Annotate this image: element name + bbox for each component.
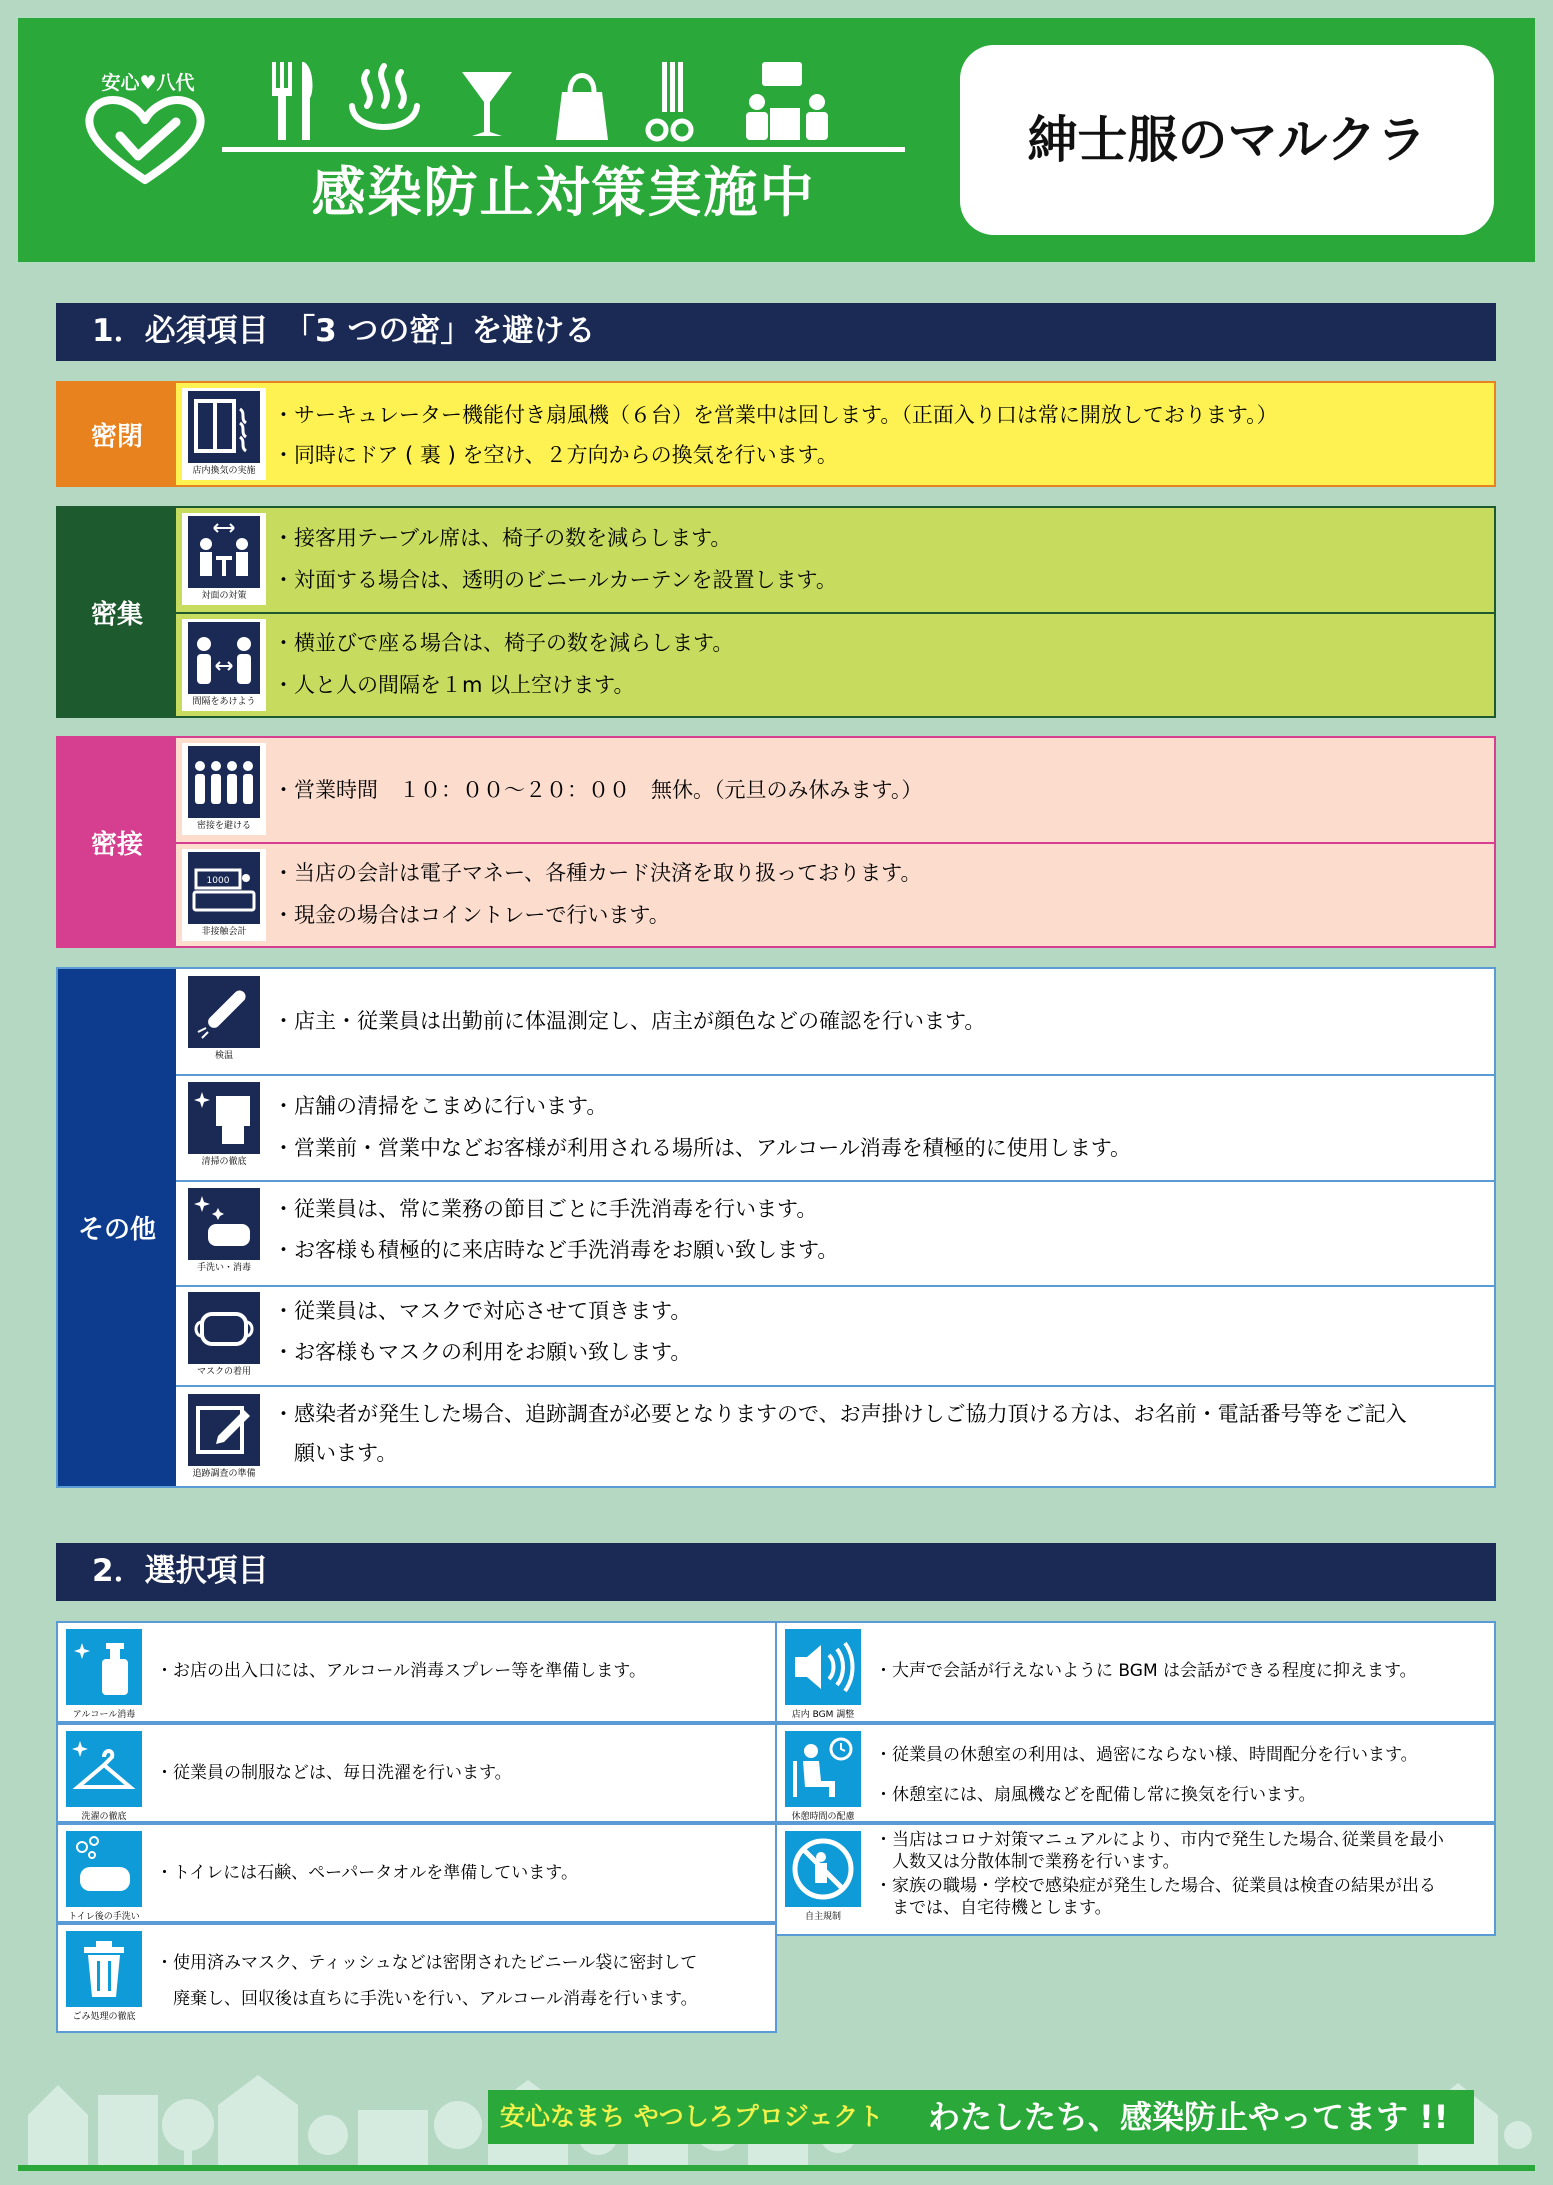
s2-item	[775, 1621, 1496, 1723]
item-line: ・お客様も積極的に来店時など手洗消毒をお願い致します。	[273, 1238, 839, 1262]
group-label: 密集	[58, 508, 176, 716]
hand-wash-icon	[66, 1831, 142, 1907]
row-divider	[176, 1180, 1494, 1182]
item-line: までは、自宅待機とします。	[875, 1898, 1112, 1918]
s2-item	[775, 1823, 1496, 1936]
logo-text: 安心♥八代	[101, 72, 195, 94]
icon-caption: 対面の対策	[201, 591, 247, 601]
item-line: ・接客用テーブル席は、椅子の数を減らします。	[273, 526, 732, 550]
window-ventilation-icon	[188, 391, 260, 463]
icon-caption: ごみ処理の徹底	[72, 2012, 136, 2022]
group-label: 密閉	[58, 383, 176, 485]
social-distance-icon	[188, 622, 260, 694]
item-line: ・同時にドア ( 裏 ) を空け、２方向からの換気を行います。	[273, 443, 838, 467]
icon-caption: 間隔をあけよう	[192, 697, 256, 707]
break-time-icon	[785, 1731, 861, 1807]
icon-box	[182, 973, 266, 1065]
heart-check-logo-icon	[80, 92, 210, 187]
icon-caption: マスクの着用	[196, 1367, 251, 1377]
speaker-volume-icon	[785, 1629, 861, 1705]
icon-caption: 非接触会計	[201, 927, 247, 937]
group-missetsu	[56, 736, 1496, 948]
item-line: ・横並びで座る場合は、椅子の数を減らします。	[273, 631, 734, 655]
item-line: ・人と人の間隔を１m 以上空けます。	[273, 673, 635, 697]
icon-caption: トイレ後の手洗い	[68, 1912, 140, 1922]
scissors-comb-icon	[648, 62, 691, 139]
hand-sanitize-icon	[188, 1188, 260, 1260]
queue-spacing-icon	[188, 746, 260, 818]
icon-caption: 洗濯の徹底	[81, 1812, 127, 1822]
group-label: その他	[58, 969, 176, 1486]
item-line: 人数又は分散体制で業務を行います。	[875, 1852, 1180, 1872]
footer-project: 安心なまち やつしろプロジェクト	[500, 2102, 884, 2131]
icon-caption: 店内換気の実施	[192, 466, 256, 476]
face-to-face-table-icon	[188, 516, 260, 588]
row-divider	[176, 1074, 1494, 1076]
edit-form-icon	[188, 1394, 260, 1466]
header-divider	[222, 147, 905, 152]
row-divider	[176, 1285, 1494, 1287]
item-line: ・従業員の休憩室の利用は、過密にならない様、時間配分を行います。	[875, 1745, 1418, 1765]
group-other	[56, 967, 1496, 1488]
item-line: ・休憩室には、扇風機などを配備し常に換気を行います。	[875, 1785, 1316, 1805]
item-line: ・店舗の清掃をこまめに行います。	[273, 1094, 608, 1118]
icon-caption: 検温	[214, 1051, 233, 1061]
item-line: ・従業員は、常に業務の節目ごとに手洗消毒を行います。	[273, 1197, 818, 1221]
item-line: ・営業時間 １０：００～２０：００ 無休。（元旦のみ休みます。）	[273, 778, 923, 802]
header-title: 感染防止対策実施中	[311, 161, 816, 224]
icon-caption: 追跡調査の準備	[192, 1469, 256, 1479]
icon-caption: 自主規制	[804, 1912, 841, 1922]
hot-spring-icon	[352, 66, 417, 127]
group-mippei	[56, 381, 1496, 487]
icon-box	[182, 743, 266, 835]
item-line: ・サーキュレーター機能付き扇風機（６台）を営業中は回します。（正面入り口は常に開放しております。）	[273, 403, 1278, 427]
item-line: ・大声で会話が行えないように BGM は会話ができる程度に抑えます。	[875, 1661, 1417, 1681]
face-mask-icon	[188, 1292, 260, 1364]
item-line: ・対面する場合は、透明のビニールカーテンを設置します。	[273, 568, 837, 592]
sanitizer-bottle-icon	[66, 1629, 142, 1705]
svg-text:1000: 1000	[206, 876, 230, 886]
cleaning-wipe-icon	[188, 1082, 260, 1154]
icon-box	[182, 1185, 266, 1277]
s2-item	[56, 1723, 777, 1823]
header-icons-row	[262, 62, 902, 142]
item-line: 廃棄し、回収後は直ちに手洗いを行い、アルコール消毒を行います。	[156, 1989, 698, 2009]
item-line: ・当店の会計は電子マネー、各種カード決済を取り扱っております。	[273, 861, 922, 885]
icon-box	[182, 388, 266, 480]
icon-caption: 密接を避ける	[196, 821, 251, 831]
icon-caption: 手洗い・消毒	[196, 1263, 251, 1273]
item-line: ・営業前・営業中などお客様が利用される場所は、アルコール消毒を積極的に使用します。	[273, 1136, 1132, 1160]
icon-box	[182, 619, 266, 711]
section2-heading: 2．選択項目	[56, 1543, 1496, 1601]
row-divider	[176, 1385, 1494, 1387]
item-line: ・従業員の制服などは、毎日洗濯を行います。	[156, 1763, 512, 1783]
s2-item	[56, 1823, 777, 1923]
bottom-border	[18, 2165, 1535, 2171]
icon-box	[182, 849, 266, 941]
shopping-bag-icon	[556, 76, 608, 141]
s2-item	[775, 1723, 1496, 1823]
item-line: ・家族の職場・学校で感染症が発生した場合、従業員は検査の結果が出る	[875, 1876, 1436, 1896]
footer-slogan: わたしたち、感染防止やってます !!	[928, 2098, 1449, 2136]
item-line: ・お店の出入口には、アルコール消毒スプレー等を準備します。	[156, 1661, 646, 1681]
cocktail-icon	[462, 72, 512, 136]
icon-box	[182, 513, 266, 605]
self-restraint-icon	[785, 1831, 861, 1907]
icon-box	[182, 1079, 266, 1171]
item-line: ・トイレには石鹸、ペーパータオルを準備しています。	[156, 1863, 578, 1883]
item-line: ・お客様もマスクの利用をお願い致します。	[273, 1340, 692, 1364]
s2-item	[56, 1923, 777, 2033]
group-misshu	[56, 506, 1496, 718]
trash-bin-icon	[66, 1931, 142, 2007]
icon-box	[182, 1289, 266, 1381]
store-name: 紳士服のマルクラ	[1027, 111, 1427, 169]
s2-item	[56, 1621, 777, 1723]
icon-caption: 店内 BGM 調整	[791, 1710, 855, 1720]
meeting-people-icon	[746, 62, 828, 140]
item-line: ・従業員は、マスクで対応させて頂きます。	[273, 1299, 692, 1323]
item-line: 願います。	[273, 1441, 398, 1465]
icon-box	[182, 1391, 266, 1483]
item-line: ・当店はコロナ対策マニュアルにより、市内で発生した場合､従業員を最小	[875, 1830, 1444, 1850]
row-divider	[176, 842, 1494, 844]
group-label: 密接	[58, 738, 176, 946]
item-line: ・感染者が発生した場合、追跡調査が必要となりますので、お声掛けしご協力頂ける方は、お名前・電話番号等をご記入	[273, 1402, 1407, 1426]
row-divider	[176, 612, 1494, 614]
icon-caption: 休憩時間の配慮	[791, 1812, 855, 1822]
contactless-payment-icon	[188, 852, 260, 924]
item-line: ・店主・従業員は出勤前に体温測定し、店主が顔色などの確認を行います。	[273, 1009, 986, 1033]
item-line: ・現金の場合はコイントレーで行います。	[273, 903, 670, 927]
icon-caption: 清掃の徹底	[201, 1157, 247, 1167]
item-line: ・使用済みマスク、ティッシュなどは密閉されたビニール袋に密封して	[156, 1953, 698, 1973]
clothes-hanger-icon	[66, 1731, 142, 1807]
fork-knife-icon	[272, 62, 312, 140]
thermometer-icon	[188, 976, 260, 1048]
icon-caption: アルコール消毒	[72, 1710, 136, 1720]
section1-heading: 1．必須項目 「3 つの密」を避ける	[56, 303, 1496, 361]
